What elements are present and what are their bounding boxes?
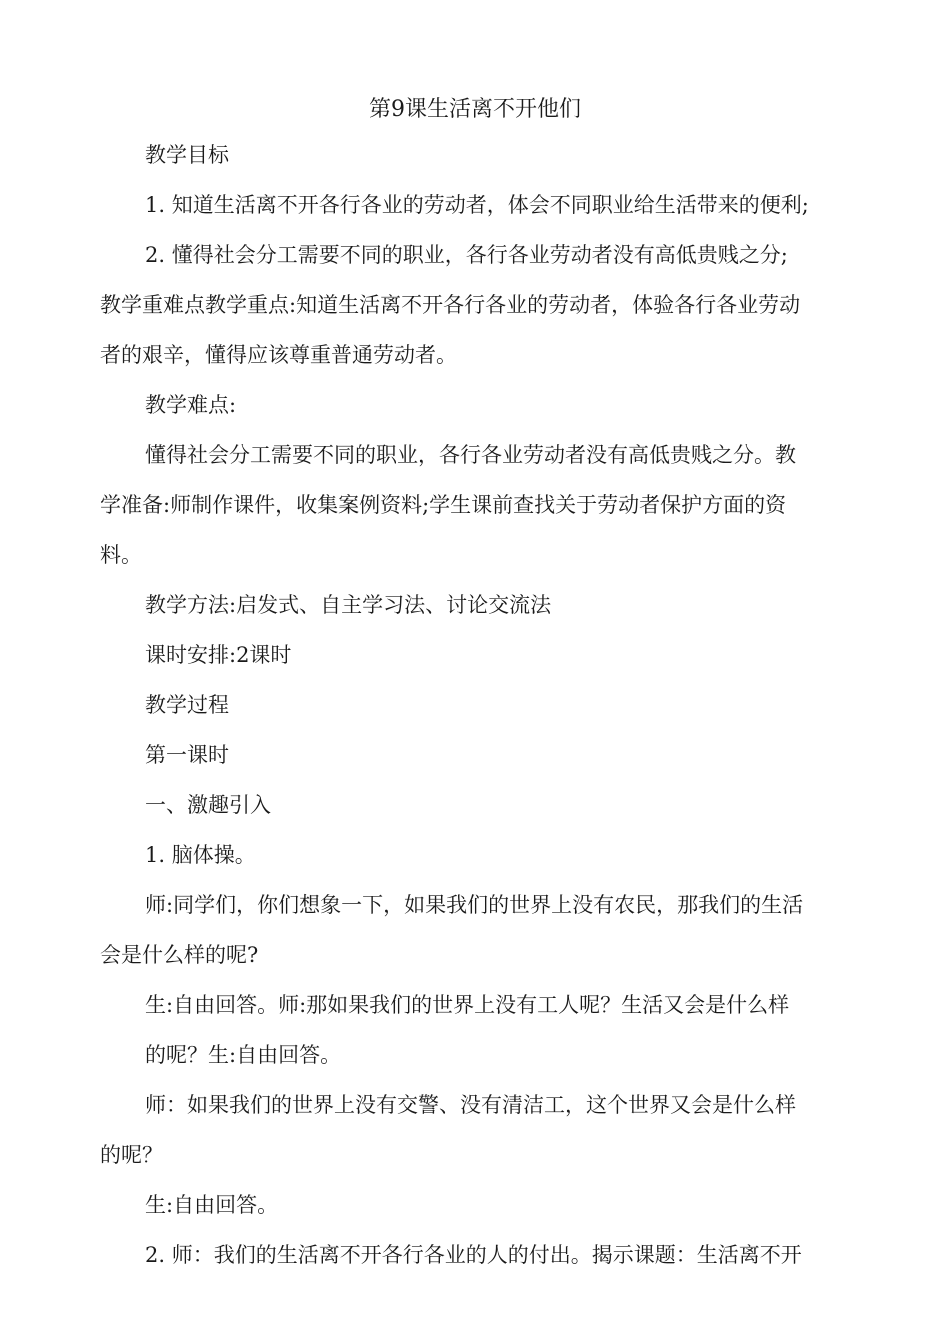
- schedule-line: 课时安排:2课时: [145, 643, 292, 667]
- dialogue-line: 生:自由回答。: [145, 1193, 279, 1217]
- teaching-methods-line: 教学方法:启发式、自主学习法、讨论交流法: [145, 593, 552, 617]
- objective-item-2: 2. 懂得社会分工需要不同的职业，各行各业劳动者没有高低贵贱之分;: [145, 243, 788, 267]
- objective-item-1: 1. 知道生活离不开各行各业的劳动者，体会不同职业给生活带来的便利;: [145, 193, 809, 217]
- dialogue-line: 的呢？: [100, 1143, 163, 1167]
- difficulties-paragraph-line: 懂得社会分工需要不同的职业，各行各业劳动者没有高低贵贱之分。教: [145, 443, 796, 467]
- step-item-1: 1. 脑体操。: [145, 843, 256, 867]
- dialogue-line: 师：如果我们的世界上没有交警、没有清洁工，这个世界又会是什么样: [145, 1093, 796, 1117]
- dialogue-line: 师:同学们，你们想象一下，如果我们的世界上没有农民，那我们的生活: [145, 893, 804, 917]
- dialogue-line: 的呢？生:自由回答。: [145, 1043, 342, 1067]
- difficulties-paragraph-line: 料。: [100, 543, 142, 567]
- page-title: 第9课生活离不开他们: [369, 97, 581, 122]
- section-heading-process: 教学过程: [145, 693, 229, 717]
- key-points-paragraph-line: 者的艰辛，懂得应该尊重普通劳动者。: [100, 343, 457, 367]
- difficulties-paragraph-line: 学准备:师制作课件，收集案例资料;学生课前查找关于劳动者保护方面的资: [100, 493, 787, 517]
- subsection-heading: 一、激趣引入: [145, 793, 271, 817]
- dialogue-line: 会是什么样的呢?: [100, 943, 259, 967]
- dialogue-line: 生:自由回答。师:那如果我们的世界上没有工人呢？生活又会是什么样: [145, 993, 790, 1017]
- key-points-paragraph-line: 教学重难点教学重点:知道生活离不开各行各业的劳动者，体验各行各业劳动: [100, 293, 801, 317]
- step-item-2: 2. 师：我们的生活离不开各行各业的人的付出。揭示课题：生活离不开: [145, 1243, 802, 1267]
- section-heading-difficulties: 教学难点:: [145, 393, 237, 417]
- section-heading-objectives: 教学目标: [145, 143, 229, 167]
- lesson-heading: 第一课时: [145, 743, 229, 767]
